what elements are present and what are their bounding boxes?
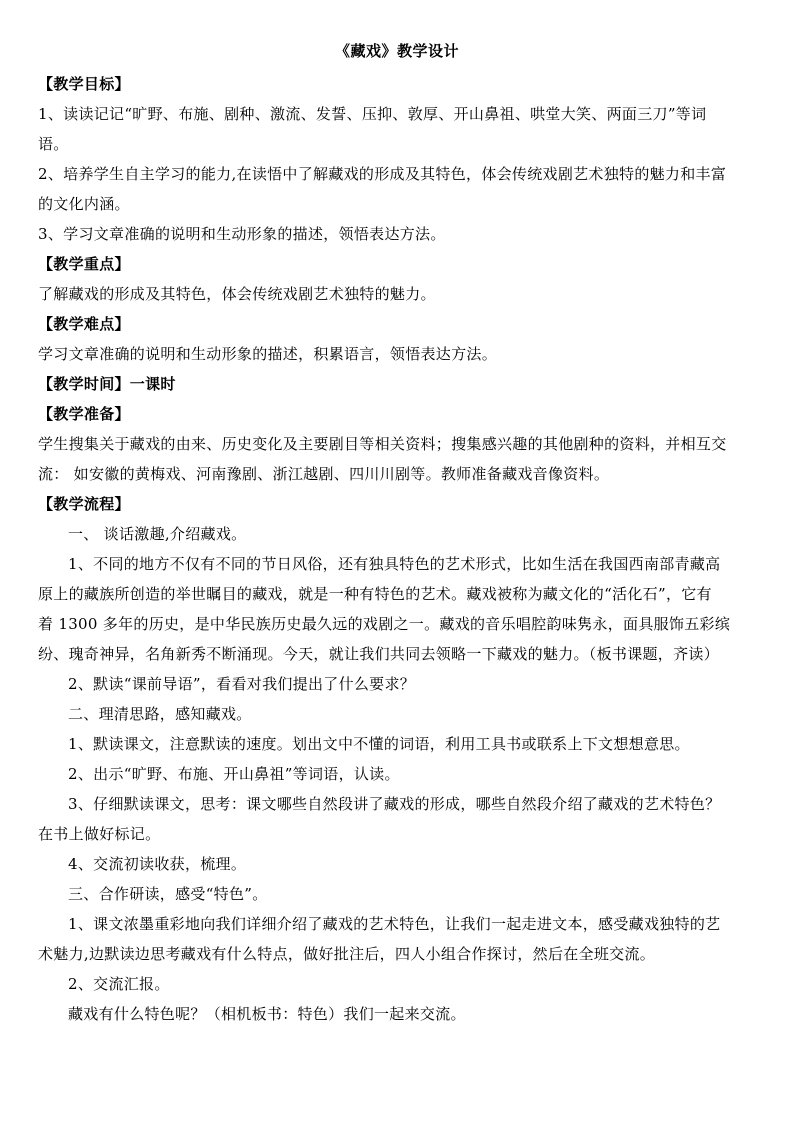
paragraph-line: 学习文章准确的说明和生动形象的描述，积累语言，领悟表达方法。 bbox=[38, 345, 498, 363]
paragraph-line: 原上的藏族所创造的举世瞩目的藏戏，就是一种有特色的艺术。藏戏被称为藏文化的“活化石”，它有 bbox=[38, 585, 712, 603]
paragraph-line: 3、仔细默读课文，思考：课文哪些自然段讲了藏戏的形成，哪些自然段介绍了藏戏的艺术特色？ bbox=[68, 795, 721, 813]
paragraph-line: 3、学习文章准确的说明和生动形象的描述，领悟表达方法。 bbox=[38, 225, 446, 243]
paragraph-line: 1、课文浓墨重彩地向我们详细介绍了藏戏的艺术特色，让我们一起走进文本，感受藏戏独特的艺 bbox=[68, 915, 721, 933]
paragraph-line: 流： 如安徽的黄梅戏、河南豫剧、浙江越剧、四川川剧等。教师准备藏戏音像资料。 bbox=[38, 465, 610, 483]
paragraph-line: 学生搜集关于藏戏的由来、历史变化及主要剧目等相关资料；搜集感兴趣的其他剧种的资料，并相互交 bbox=[38, 435, 727, 453]
paragraph-line: 2、培养学生自主学习的能力,在读悟中了解藏戏的形成及其特色，体会传统戏剧艺术独特的魅力和丰富 bbox=[38, 165, 727, 183]
paragraph-line: 2、交流汇报。 bbox=[68, 975, 170, 993]
paragraph-line: 语。 bbox=[38, 135, 69, 153]
paragraph-line: 1、不同的地方不仅有不同的节日风俗，还有独具特色的艺术形式，比如生活在我国西南部青藏高 bbox=[68, 555, 721, 573]
section-heading-time: 【教学时间】一课时 bbox=[38, 375, 176, 393]
section-heading-objectives: 【教学目标】 bbox=[38, 75, 130, 93]
paragraph-line: 纷、瑰奇神异，名角新秀不断涌现。今天，就让我们共同去领略一下藏戏的魅力。（板书课题，齐读） bbox=[38, 645, 720, 663]
paragraph-line: 在书上做好标记。 bbox=[38, 825, 161, 843]
section-heading-process: 【教学流程】 bbox=[38, 495, 130, 513]
step-heading: 二、理清思路，感知藏戏。 bbox=[68, 705, 252, 723]
section-heading-preparation: 【教学准备】 bbox=[38, 405, 130, 423]
paragraph-line: 了解藏戏的形成及其特色，体会传统戏剧艺术独特的魅力。 bbox=[38, 285, 436, 303]
paragraph-line: 术魅力,边默读边思考藏戏有什么特点，做好批注后，四人小组合作探讨，然后在全班交流。 bbox=[38, 945, 656, 963]
paragraph-line: 2、默读“课前导语”，看看对我们提出了什么要求？ bbox=[68, 675, 416, 693]
paragraph-line: 藏戏有什么特色呢？（相机板书：特色）我们一起来交流。 bbox=[68, 1005, 466, 1023]
paragraph-line: 1、默读课文，注意默读的速度。划出文中不懂的词语，利用工具书或联系上下文想想意思。 bbox=[68, 735, 690, 753]
paragraph-line: 2、出示“旷野、布施、开山鼻祖”等词语，认读。 bbox=[68, 765, 400, 783]
paragraph-line: 着 1300 多年的历史，是中华民族历史最久远的戏剧之一。藏戏的音乐唱腔韵味隽永，面具服饰五彩缤 bbox=[38, 615, 731, 633]
paragraph-line: 的文化内涵。 bbox=[38, 195, 130, 213]
paragraph-line: 4、交流初读收获，梳理。 bbox=[68, 855, 247, 873]
paragraph-line: 1、读读记记“旷野、布施、剧种、激流、发誓、压抑、敦厚、开山鼻祖、哄堂大笑、两面三刀”等词 bbox=[38, 105, 707, 123]
step-heading: 三、合作研读，感受“特色”。 bbox=[68, 885, 268, 903]
section-heading-difficulties: 【教学难点】 bbox=[38, 315, 130, 333]
section-heading-key-points: 【教学重点】 bbox=[38, 255, 130, 273]
step-heading: 一、 谈话激趣,介绍藏戏。 bbox=[68, 525, 247, 543]
page-title: 《藏戏》教学设计 bbox=[334, 42, 459, 60]
